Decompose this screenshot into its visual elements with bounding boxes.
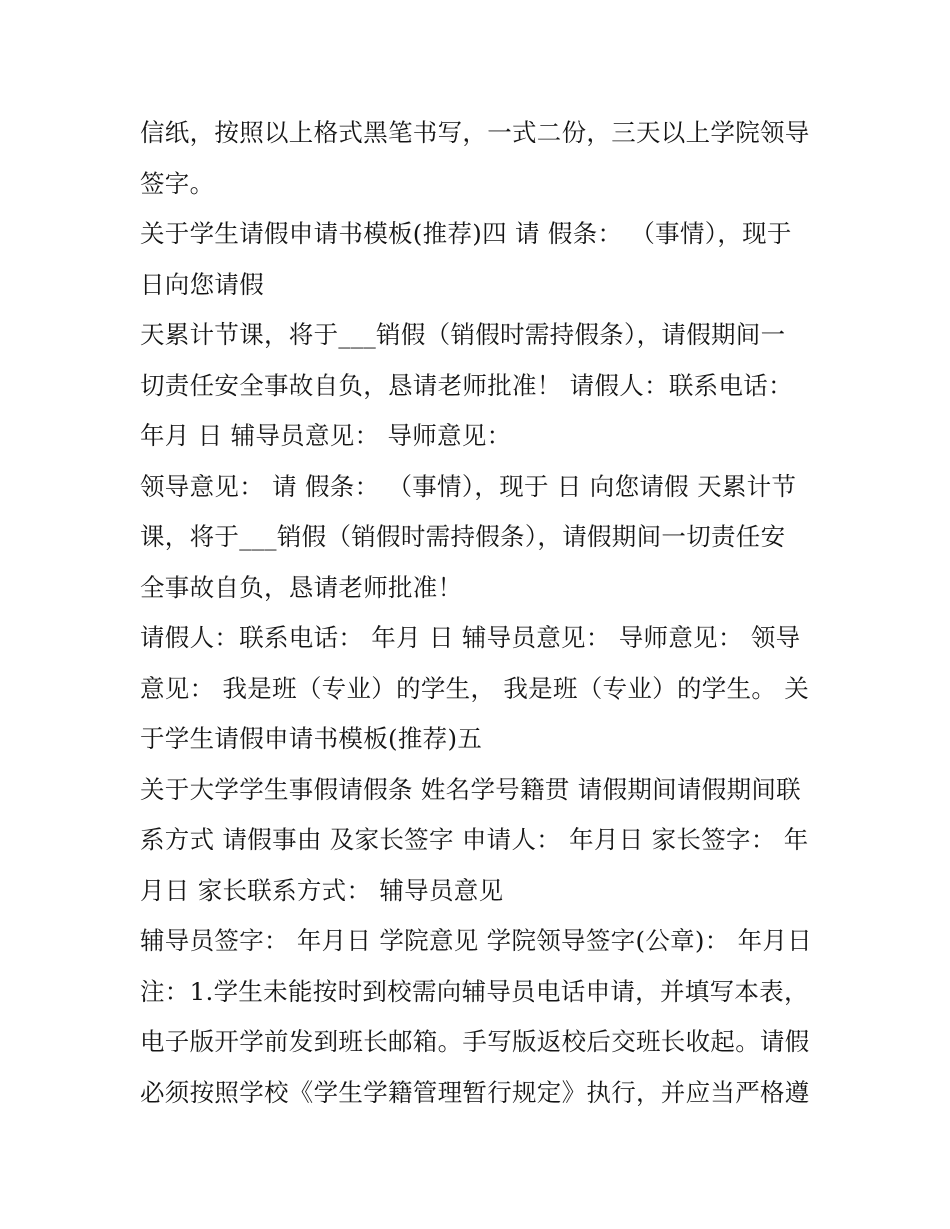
- text-line: 必须按照学校《学生学籍管理暂行规定》执行，并应当严格遵: [140, 1077, 810, 1107]
- text-line: 系方式 请假事由 及家长签字 申请人： 年月日 家长签字： 年: [140, 825, 809, 854]
- document-body: [140, 108, 820, 1118]
- text-line: 关于学生请假申请书模板(推荐)四 请 假条： （事情），现于: [140, 219, 792, 248]
- text-line: 信纸，按照以上格式黑笔书写，一式二份，三天以上学院领导: [140, 118, 810, 147]
- text-line: 电子版开学前发到班长邮箱。手写版返校后交班长收起。请假: [140, 1027, 810, 1056]
- text-line: 关于大学学生事假请假条 姓名学号籍贯 请假期间请假期间联: [140, 774, 801, 804]
- text-line: 全事故自负，恳请老师批准！: [140, 572, 463, 602]
- text-line: 切责任安全事故自负，恳请老师批准！ 请假人：联系电话：: [140, 370, 793, 400]
- text-line: 意见： 我是班（专业）的学生， 我是班（专业）的学生。 关: [140, 673, 810, 703]
- text-line: 日向您请假: [140, 269, 264, 299]
- text-line: 注：1.学生未能按时到校需向辅导员电话申请，并填写本表，: [140, 976, 809, 1006]
- text-line: 年月 日 辅导员意见： 导师意见：: [140, 421, 512, 450]
- text-line: 于学生请假申请书模板(推荐)五: [140, 724, 483, 753]
- text-line: 签字。: [140, 168, 215, 198]
- text-line: 课，将于___销假（销假时需持假条），请假期间一切责任安: [140, 522, 786, 551]
- text-line: 辅导员签字： 年月日 学院意见 学院领导签字(公章)： 年月日: [140, 926, 813, 955]
- text-line: 月日 家长联系方式： 辅导员意见: [140, 875, 504, 905]
- text-line: 请假人：联系电话： 年月 日 辅导员意见： 导师意见： 领导: [140, 623, 801, 652]
- text-line: 天累计节课，将于___销假（销假时需持假条），请假期间一: [140, 320, 786, 349]
- text-line: 领导意见： 请 假条： （事情），现于 日 向您请假 天累计节: [140, 471, 797, 501]
